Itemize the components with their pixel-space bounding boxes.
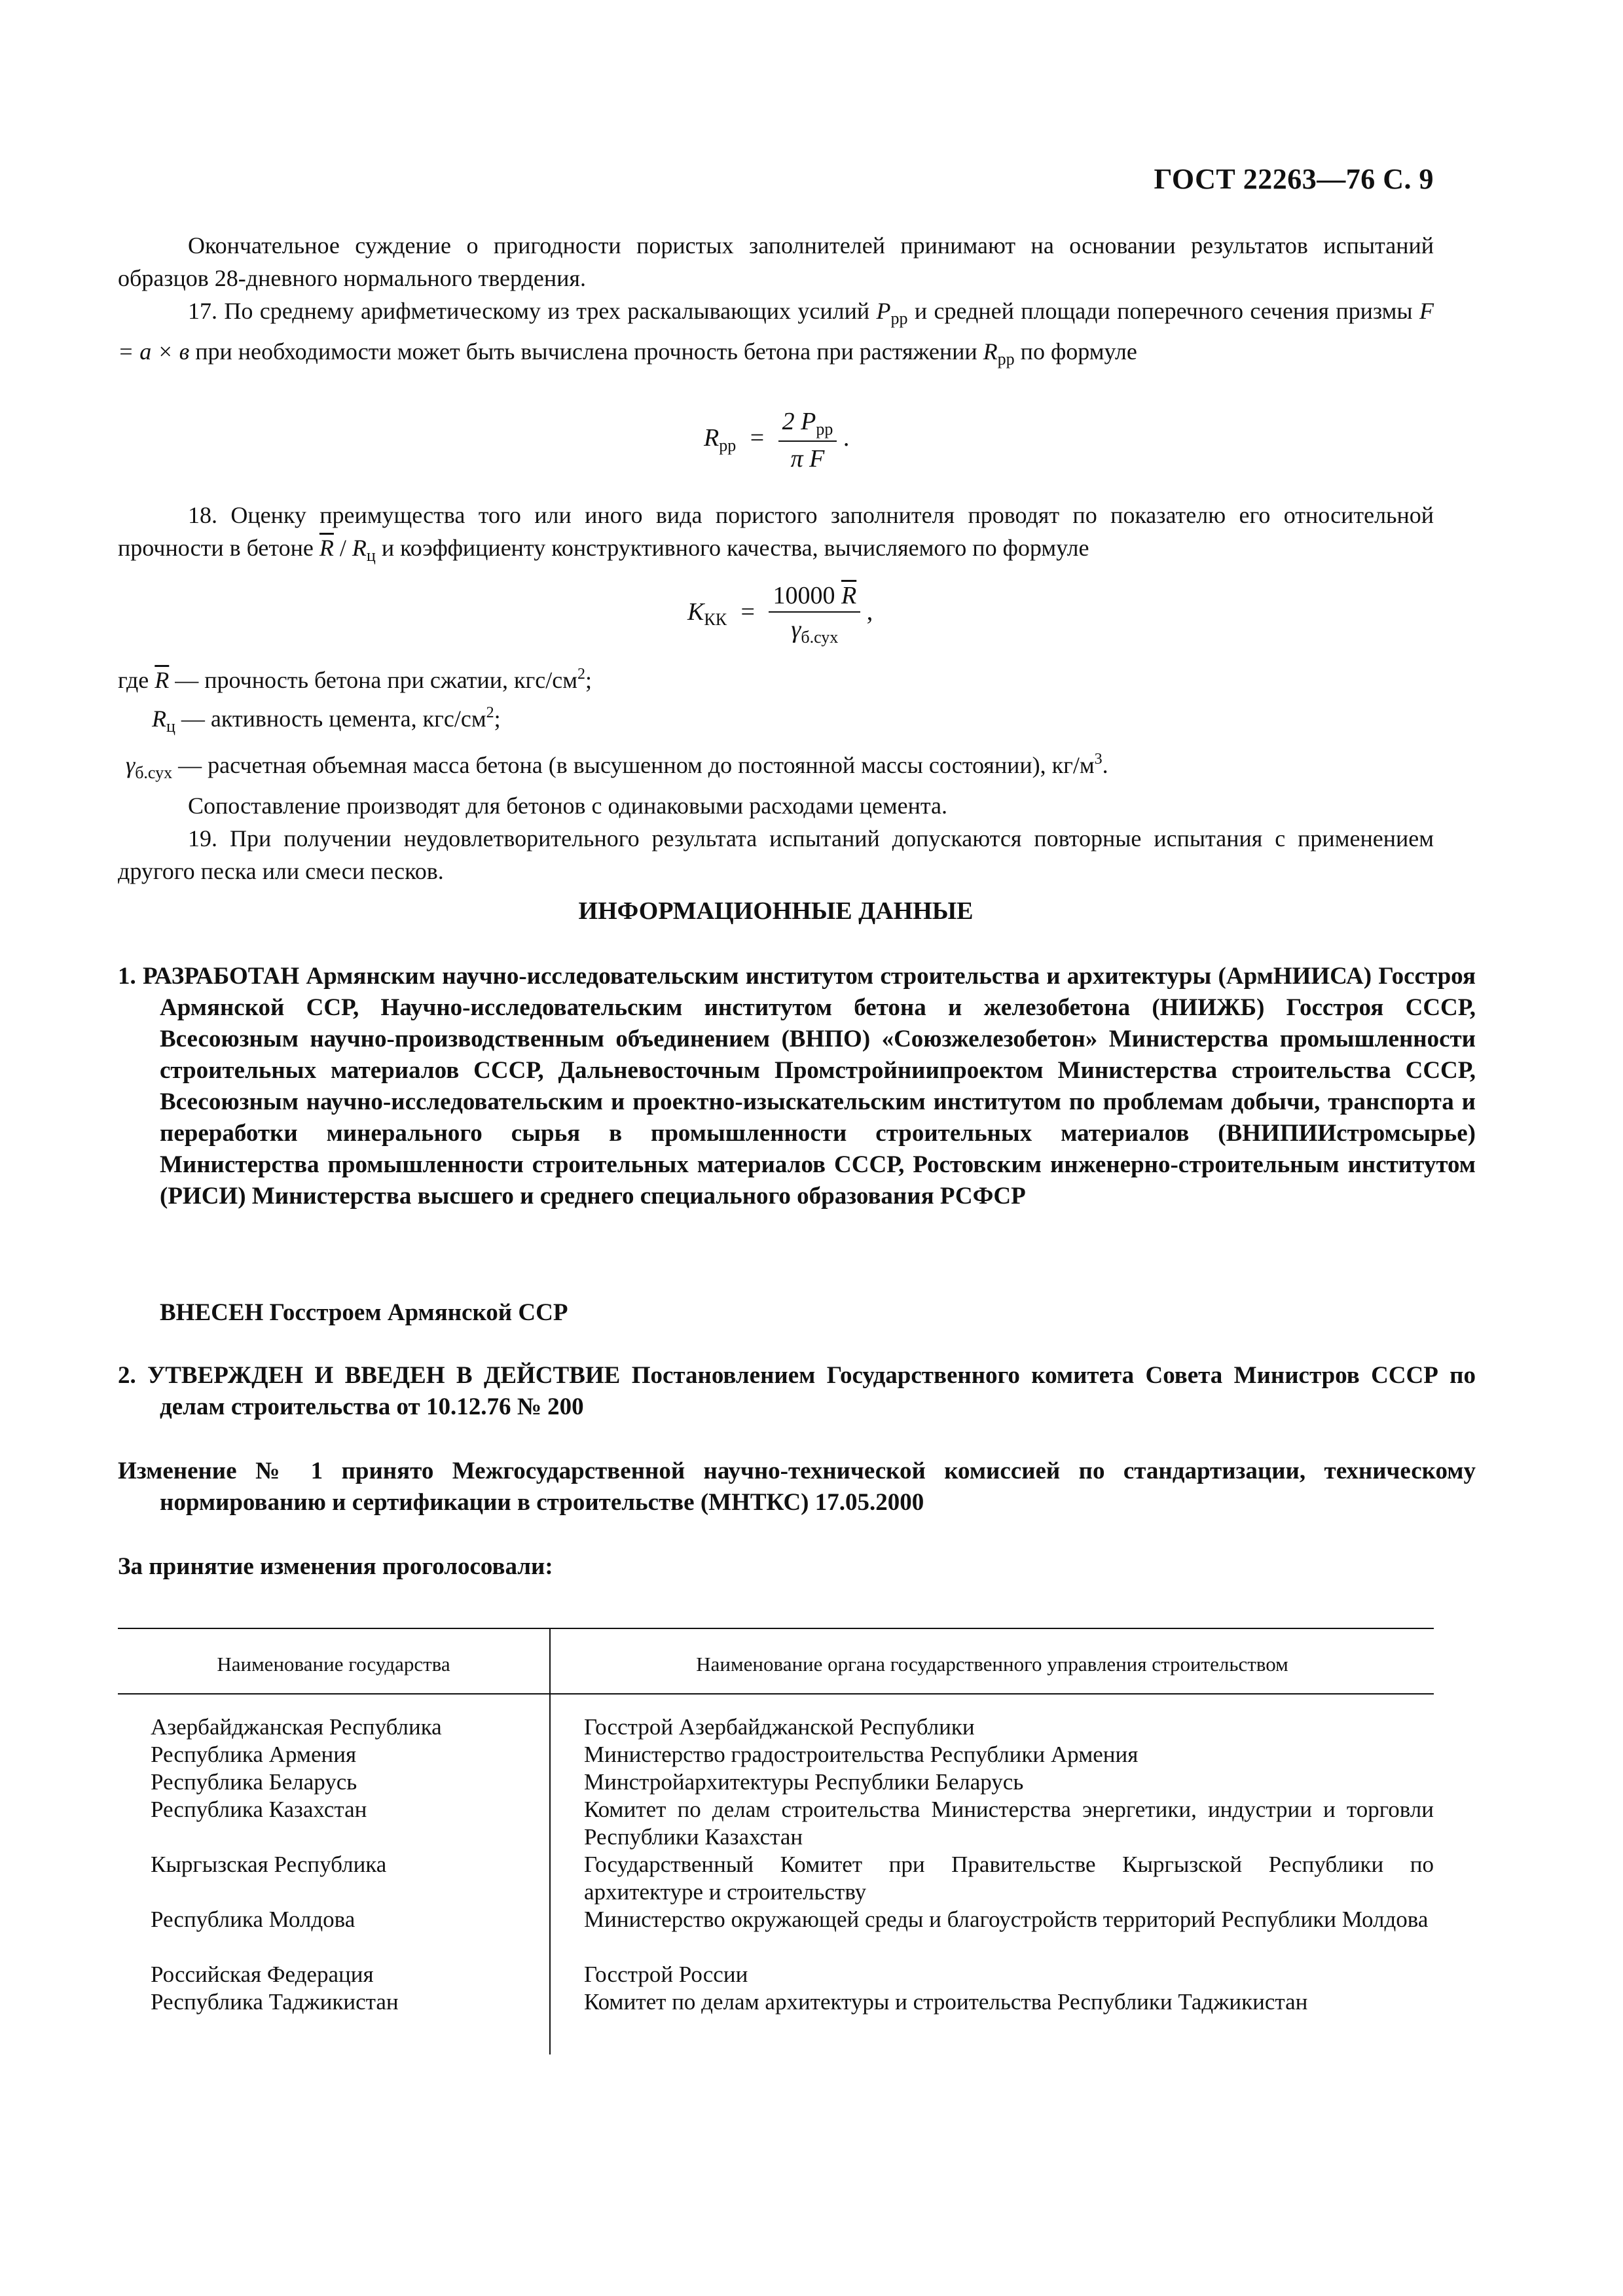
paragraph-18: 18. Оценку преимущества того или иного вида пористого заполнителя проводят по показателю его относительной прочности в бетоне $\overline{R} / R_ц$ и коэффициенту конструктивного качества, вычисляемого по формуле <box>118 502 1434 565</box>
table-cell-state: Кыргызская Республика <box>151 1852 387 1877</box>
info-item-developed: 1. РАЗРАБОТАН Армянским научно-исследовательским институтом строительства и архитектуры (АрмНИИСА) Госстроя Армянской ССР, Научно-исследовательским институтом бетона и железобетона (НИИЖБ) Госстроя СССР, Всесоюзным научно-производственным объединением (ВНПО) «Союзжелезобетон» Министерства промышленности строительных материалов СССР, Дальневосточным Промстройниипроектом Министерства строительства СССР, Всесоюзным научно-исследовательским и проектно-изыскательским институтом по проблемам добычи, транспорта и переработки минерального сырья в промышленности строительных материалов (ВНИПИИстромсырье) Министерства промышленности строительных материалов СССР, Ростовским инженерно-строительным институтом (РИСИ) Министерства высшего и среднего специального образования РСФСР <box>118 963 1476 1210</box>
paragraph-19: 19. При получении неудовлетворительного результата испытаний допускаются повторные испытания с применением другого песка или смеси песков. <box>118 825 1434 884</box>
table-cell-authority: Министерство окружающей среды и благоустройств территорий Республики Молдова <box>584 1907 1429 1932</box>
table-cell-authority: Государственный Комитет при Правительстве Кыргызской Республики по архитектуре и строительству <box>584 1852 1434 1905</box>
paragraph-final-judgement: Окончательное суждение о пригодности пористых заполнителей принимают на основании результатов испытаний образцов 28-дневного нормального твердения. <box>118 232 1434 291</box>
fraction: $\frac{10000 \overline{R}}{\gamma_{б.сух}}$ <box>769 581 860 647</box>
table-cell-state: Азербайджанская Республика <box>151 1714 442 1740</box>
table-header-state: Наименование государства <box>217 1653 450 1676</box>
info-change: Изменение № 1 принято Межгосударственной научно-технической комиссией по стандартизации, техническому нормированию и сертификации в строительстве (МНТКС) 17.05.2000 <box>118 1458 1476 1516</box>
section-title: ИНФОРМАЦИОННЫЕ ДАННЫЕ <box>578 897 974 925</box>
table-header-authority: Наименование органа государственного управления строительством <box>696 1653 1288 1676</box>
table-header-rule <box>118 1693 1434 1695</box>
info-voted: За принятие изменения проголосовали: <box>118 1553 553 1580</box>
table-cell-state: Республика Казахстан <box>151 1797 367 1822</box>
document-page <box>118 0 1476 2296</box>
table-cell-state: Российская Федерация <box>151 1962 374 1987</box>
table-cell-authority: Госстрой Азербайджанской Республики <box>584 1714 975 1740</box>
legend-gamma: $\gamma_{б.сух}$ — расчетная объемная масса бетона (в высушенном до постоянной массы состоянии), $кг/м^3$. <box>126 751 1108 782</box>
table-cell-authority: Госстрой России <box>584 1962 748 1987</box>
legend-block <box>118 658 1434 888</box>
legend-r: где $\overline{R}$ — прочность бетона при сжатии, кгс/$см^2$; <box>118 666 593 693</box>
paragraph-compare: Сопоставление производят для бетонов с одинаковыми расходами цемента. <box>188 793 948 819</box>
table-top-rule <box>118 1628 1434 1629</box>
info-item-approved: 2. УТВЕРЖДЕН И ВВЕДЕН В ДЕЙСТВИЕ Постановлением Государственного комитета Совета Министров СССР по делам строительства от 10.12.76 № 200 <box>118 1362 1476 1420</box>
table-cell-authority: Министерство градостроительства Республики Армения <box>584 1742 1139 1767</box>
body-text-block <box>118 229 1434 376</box>
body-text-block-2 <box>118 499 1434 572</box>
fraction: $\frac{2 P_{рр}}{\text{π F}}$ <box>778 407 837 473</box>
formula-quality-coefficient: $K_{КК}$ = $\frac{10000 \overline{R}}{\gamma_{б.сух}}$ , <box>687 582 873 647</box>
legend-rc: $R_ц$ — активность цемента, кгс/$см^2$; <box>152 704 501 736</box>
table-cell-authority: Комитет по делам архитектуры и строительства Республики Таджикистан <box>584 1989 1308 2015</box>
table-cell-authority: Минстройархитектуры Республики Беларусь <box>584 1769 1024 1795</box>
table-cell-state: Республика Таджикистан <box>151 1989 399 2015</box>
formula-tensile-strength: $R_{рр}$ = $\frac{2 P_{рр}}{\text{π F}}$ . <box>704 408 850 473</box>
table-cell-state: Республика Армения <box>151 1742 357 1767</box>
table-cell-authority: Комитет по делам строительства Министерства энергетики, индустрии и торговли Республики Казахстан <box>584 1797 1434 1850</box>
paragraph-17: 17. По среднему арифметическому из трех раскалывающих усилий $P_{рр}$ и средней площади поперечного сечения призмы F = a × в при необходимости может быть вычислена прочность бетона при растяжении $R_{рр}$ по формуле <box>118 298 1434 368</box>
info-introduced: ВНЕСЕН Госстроем Армянской ССР <box>160 1299 568 1326</box>
table-cell-state: Республика Беларусь <box>151 1769 357 1795</box>
table-column-divider <box>549 1628 551 2054</box>
page-header: ГОСТ 22263—76 С. 9 <box>1154 163 1434 195</box>
table-cell-state: Республика Молдова <box>151 1907 356 1932</box>
